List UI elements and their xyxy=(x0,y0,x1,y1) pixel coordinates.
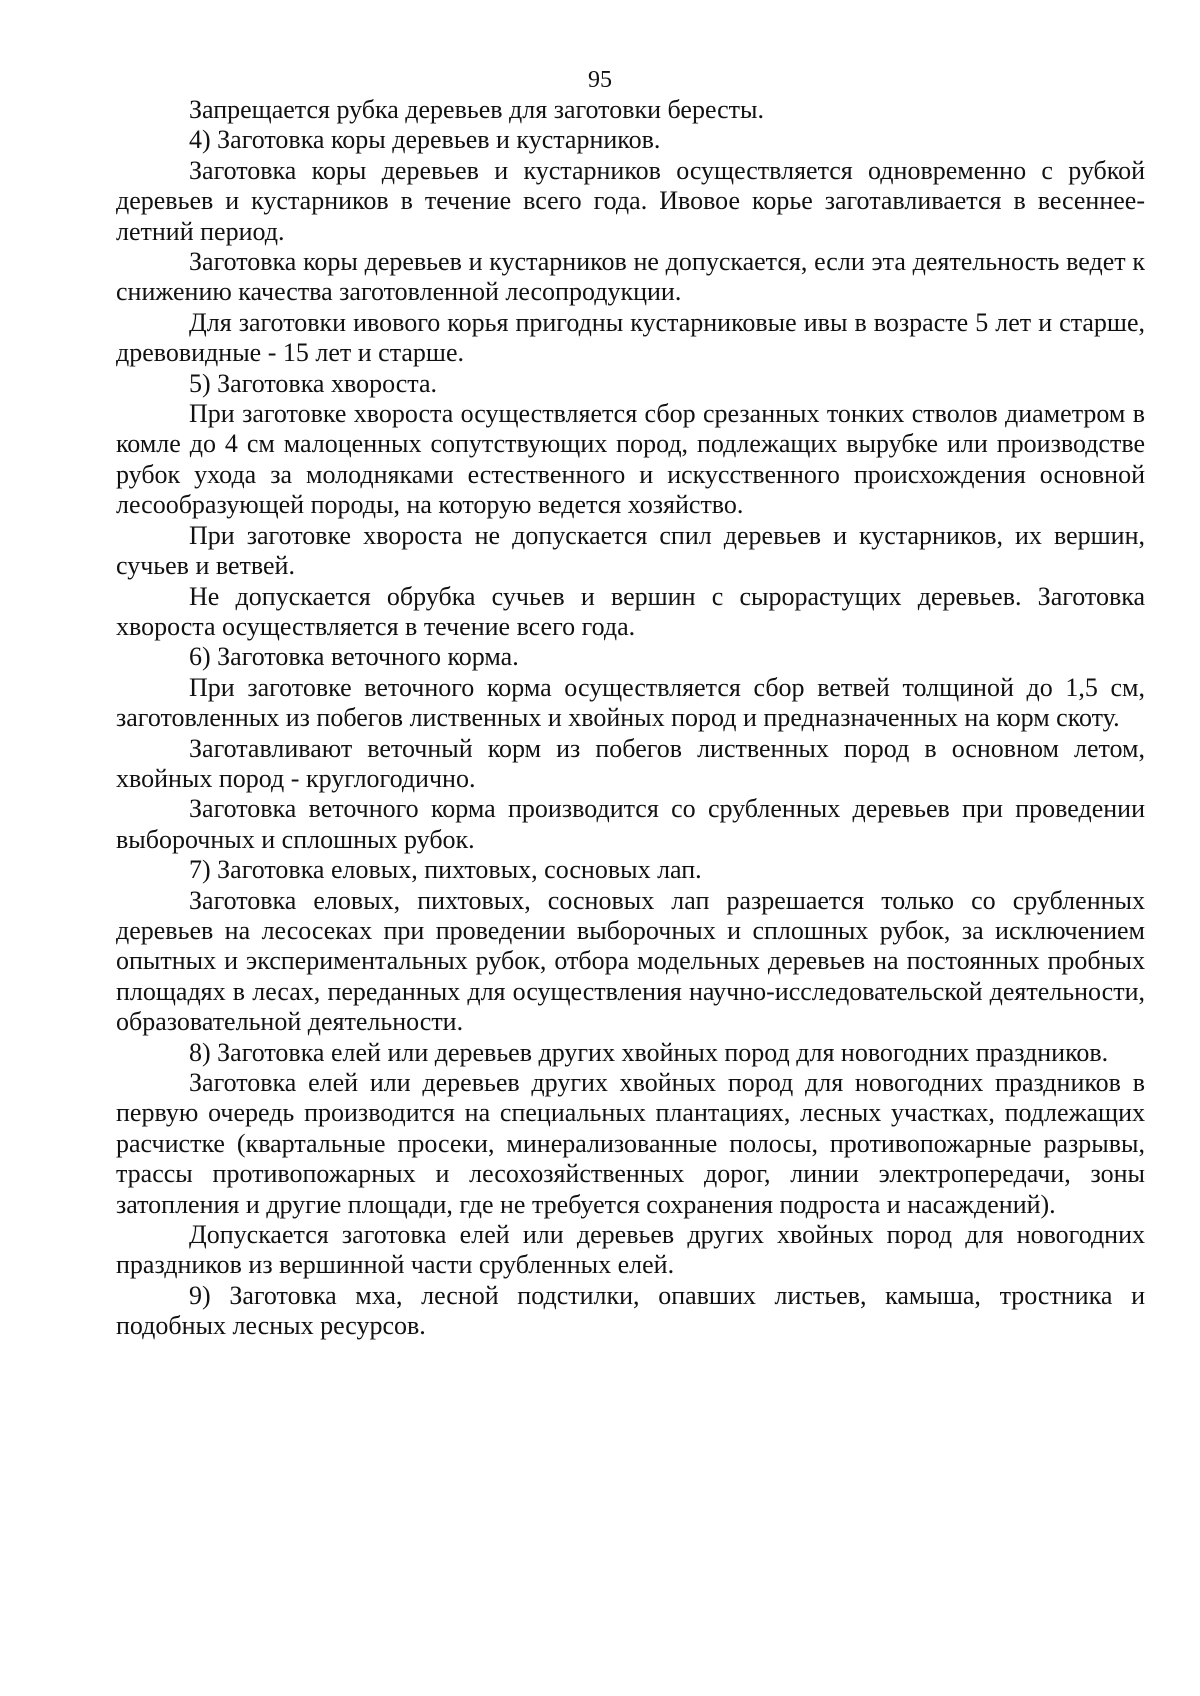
document-body xyxy=(116,95,1145,1342)
paragraph-brushwood-timing: Не допускается обрубка сучьев и вершин с сырорастущих деревьев. Заготовка хвороста осуществляется в течение всего года. xyxy=(116,581,1145,641)
paragraph-new-year-trees-tops: Допускается заготовка елей или деревьев других хвойных пород для новогодних праздников из вершинной части срубленных елей. xyxy=(116,1220,1145,1280)
paragraph-fodder-season: Заготавливают веточный корм из побегов лиственных пород в основном летом, хвойных пород - круглогодично. xyxy=(116,733,1145,793)
heading-browse-fodder: 6) Заготовка веточного корма. xyxy=(189,642,519,672)
heading-new-year-trees: 8) Заготовка елей или деревьев других хвойных пород для новогодних праздников. xyxy=(189,1037,1109,1067)
heading-moss-litter: 9) Заготовка мха, лесной подстилки, опавших листьев, камыша, тростника и подобных лесных ресурсов. xyxy=(116,1280,1145,1341)
paragraph-bark-restriction: Заготовка коры деревьев и кустарников не допускается, если эта деятельность ведет к снижению качества заготовленной лесопродукции. xyxy=(116,247,1145,307)
paragraph-willow-age: Для заготовки ивового корья пригодны кустарниковые ивы в возрасте 5 лет и старше, древовидные - 15 лет и старше. xyxy=(116,307,1145,368)
paragraph-fodder-collection: При заготовке веточного корма осуществляется сбор ветвей толщиной до 1,5 см, заготовленных из побегов лиственных и хвойных пород и предназначенных на корм скоту. xyxy=(116,672,1145,733)
paragraph-bark-ban: Запрещается рубка деревьев для заготовки бересты. xyxy=(189,95,765,124)
heading-brushwood: 5) Заготовка хвороста. xyxy=(189,368,437,398)
heading-bark-harvesting: 4) Заготовка коры деревьев и кустарников. xyxy=(189,125,661,155)
paragraph-bark-timing: Заготовка коры деревьев и кустарников осуществляется одновременно с рубкой деревьев и кустарников в течение всего года. Ивовое корье заготавливается в весеннее-летний период. xyxy=(116,155,1145,246)
paragraph-conifer-branches-rules: Заготовка еловых, пихтовых, сосновых лап разрешается только со срубленных деревьев на лесосеках при проведении выборочных и сплошных рубок, за исключением опытных и экспериментальных рубок, отбора модельных деревьев на постоянных пробных площадях в лесах, переданных для осуществления научно-исследовательской деятельности, образовательной деятельности. xyxy=(116,885,1145,1037)
paragraph-brushwood-collection: При заготовке хвороста осуществляется сбор срезанных тонких стволов диаметром в комле до 4 см малоценных сопутствующих пород, подлежащих вырубке или производстве рубок ухода за молодняками естественного и искусственного происхождения основной лесообразующей породы, на которую ведется хозяйство. xyxy=(116,399,1145,520)
page-number: 95 xyxy=(588,67,612,93)
paragraph-brushwood-restriction: При заготовке хвороста не допускается спил деревьев и кустарников, их вершин, сучьев и ветвей. xyxy=(116,520,1145,581)
paragraph-fodder-source: Заготовка веточного корма производится со срубленных деревьев при проведении выборочных и сплошных рубок. xyxy=(116,794,1145,854)
paragraph-new-year-trees-sites: Заготовка елей или деревьев других хвойных пород для новогодних праздников в первую очередь производится на специальных плантациях, лесных участках, подлежащих расчистке (квартальные просеки, минерализованные полосы, противопожарные разрывы, трассы противопожарных и лесохозяйственных дорог, линии электропередачи, зоны затопления и другие площади, где не требуется сохранения подроста и насаждений). xyxy=(116,1068,1145,1219)
heading-conifer-branches: 7) Заготовка еловых, пихтовых, сосновых лап. xyxy=(189,855,702,885)
